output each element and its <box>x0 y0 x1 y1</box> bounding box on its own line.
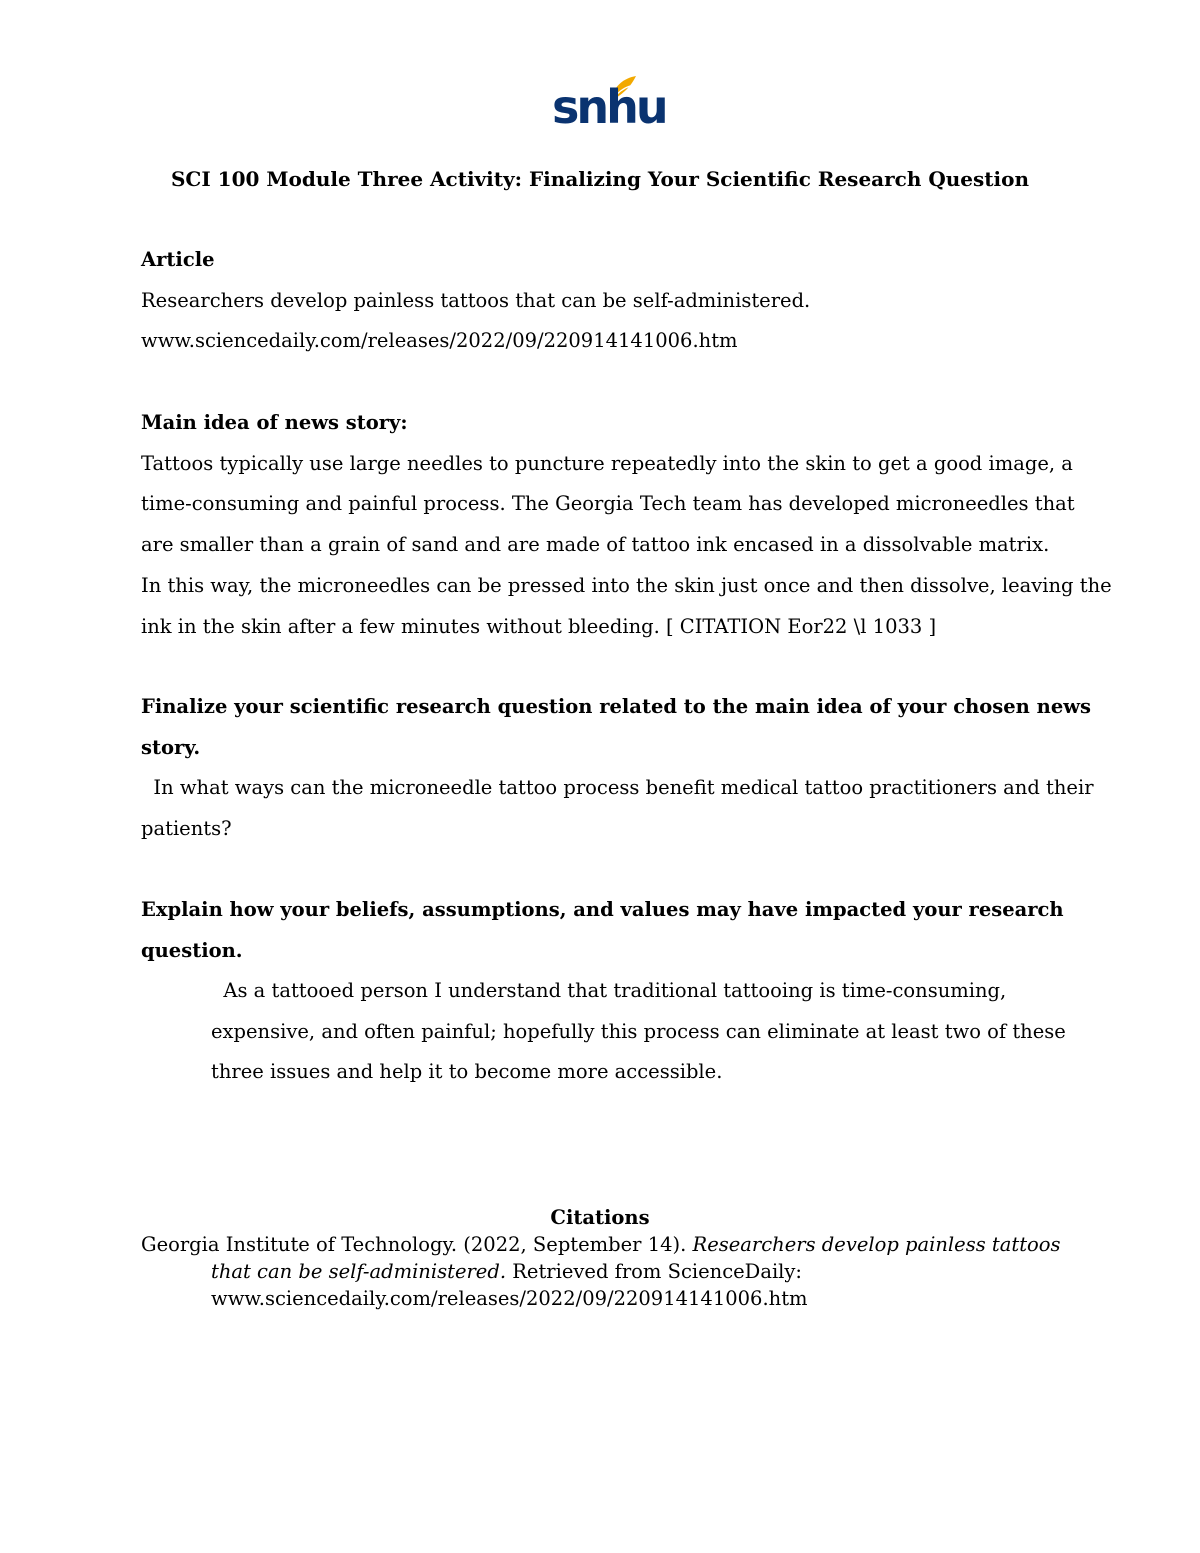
research-question-answer: patients? <box>141 817 232 841</box>
article-section <box>141 240 1071 362</box>
beliefs-answer-line: As a tattooed person I understand that traditional tattooing is time-consuming, <box>211 979 1007 1002</box>
beliefs-answer-line: three issues and help it to become more accessible. <box>211 1060 723 1084</box>
citation-author-date: Georgia Institute of Technology. (2022, September 14). <box>141 1233 693 1256</box>
citation-retrieved: Retrieved from ScienceDaily: <box>506 1260 803 1283</box>
beliefs-heading: question. <box>141 938 243 962</box>
main-idea-line: In this way, the microneedles can be pressed into the skin just once and then dissolve, leaving the <box>141 573 1112 597</box>
main-idea-line: Tattoos typically use large needles to puncture repeatedly into the skin to get a good image, a <box>141 451 1073 475</box>
logo-wordmark: snhu <box>552 80 666 134</box>
citation-title: Researchers develop painless tattoos <box>692 1233 1061 1256</box>
beliefs-answer-line: expensive, and often painful; hopefully this process can eliminate at least two of these <box>211 1019 1066 1043</box>
main-idea-line: ink in the skin after a few minutes without bleeding. [ CITATION Eor22 \l 1033 ] <box>141 614 937 638</box>
research-question-heading: story. <box>141 735 201 759</box>
beliefs-answer <box>211 971 1071 1093</box>
citation-title: that can be self-administered. <box>211 1260 507 1283</box>
main-idea-line: are smaller than a grain of sand and are made of tattoo ink encased in a dissolvable matrix. <box>141 533 1050 557</box>
document-title: SCI 100 Module Three Activity: Finalizing Your Scientific Research Question <box>170 167 1030 191</box>
research-question-answer: In what ways can the microneedle tattoo process benefit medical tattoo practitioners and their <box>141 776 1094 800</box>
main-idea-section <box>141 403 1112 647</box>
article-headline: Researchers develop painless tattoos that can be self-administered. <box>141 288 811 312</box>
citation-entry <box>141 1231 1071 1312</box>
main-idea-heading: Main idea of news story: <box>141 411 408 434</box>
article-heading: Article <box>141 248 215 271</box>
snhu-logo <box>552 72 666 134</box>
beliefs-heading: Explain how your beliefs, assumptions, and values may have impacted your research <box>141 898 1064 921</box>
beliefs-section <box>141 890 1071 971</box>
citations-heading: Citations <box>550 1206 650 1229</box>
article-url: www.sciencedaily.com/releases/2022/09/220914141006.htm <box>141 329 738 353</box>
citation-url: www.sciencedaily.com/releases/2022/09/220914141006.htm <box>211 1287 808 1310</box>
research-question-heading: Finalize your scientific research question related to the main idea of your chosen news <box>141 695 1091 718</box>
main-idea-line: time-consuming and painful process. The Georgia Tech team has developed microneedles that <box>141 492 1075 516</box>
research-question-section <box>141 687 1094 850</box>
